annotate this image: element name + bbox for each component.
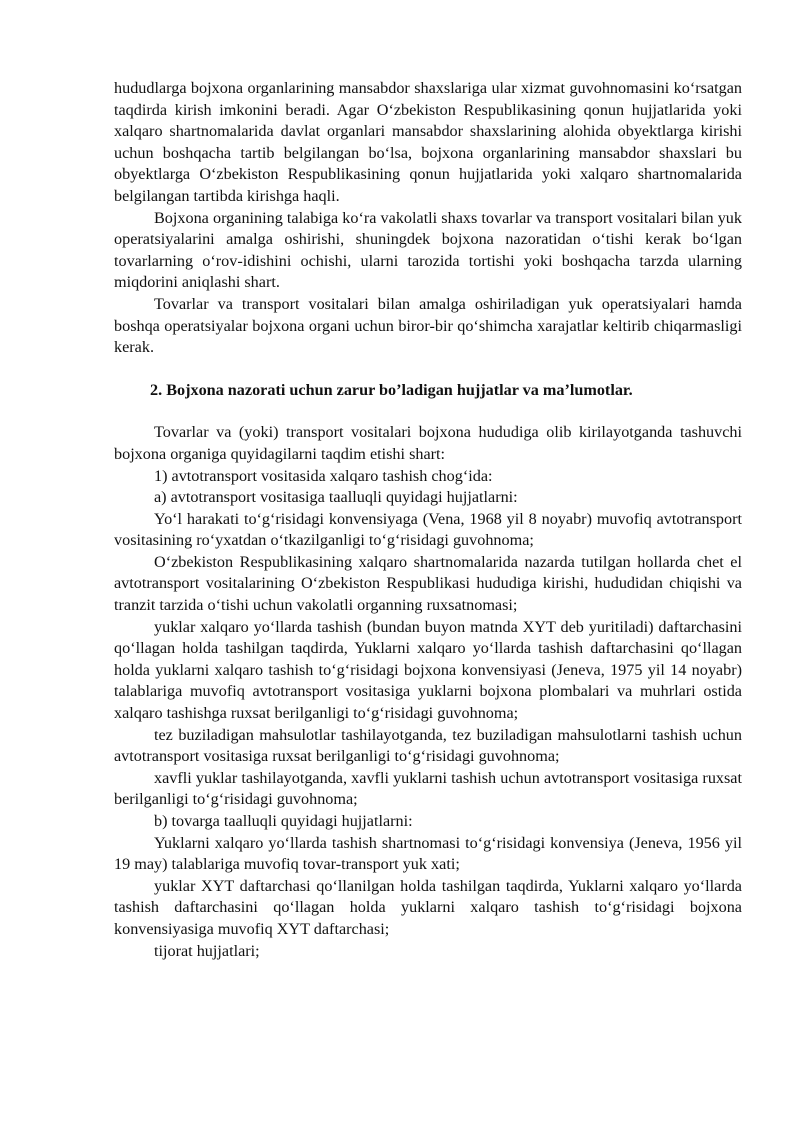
paragraph-12: tijorat hujjatlari; (154, 941, 260, 960)
paragraph-9: xavfli yuklar tashilayotganda, xavfli yuklarni tashish uchun avtotransport vositasiga ruxsat berilganligi toʻgʻrisidagi guvohnoma; (114, 768, 742, 809)
paragraph-2: Bojxona organining talabiga koʻra vakolatli shaxs tovarlar va transport vositalari bilan yuk operatsiyalarini amalga oshirishi, shuningdek bojxona nazoratidan oʻtishi kerak boʻlgan tovarlarning oʻrov-idishini ochishi, ularni tarozida tortishi yoki boshqacha tarzda ularning miqdorini aniqlashi shart. (114, 208, 742, 292)
paragraph-5: Yoʻl harakati toʻgʻrisidagi konvensiyaga (Vena, 1968 yil 8 noyabr) muvofiq avtotransport vositasining roʻyxatdan oʻtkazilganligi toʻgʻrisidagi guvohnoma; (114, 509, 742, 550)
paragraph-1: hududlarga bojxona organlarining mansabdor shaxslariga ular xizmat guvohnomasini koʻrsatgan taqdirda kirish imkonini beradi. Agar Oʻzbekiston Respublikasining qonun hujjatlarida yoki xalqaro shartnomalarida davlat organlari mansabdor shaxslarining alohida obyektlarga kirishi uchun boshqacha tartib belgilangan boʻlsa, bojxona organlarining mansabdor shaxslari bu obyektlarga Oʻzbekiston Respublikasining qonun hujjatlarida yoki xalqaro shartnomalarida belgilangan tartibda kirishga haqli. (114, 79, 742, 205)
list-item-b: b) tovarga taalluqli quyidagi hujjatlarni: (154, 812, 413, 830)
document-page (114, 78, 742, 962)
paragraph-10: Yuklarni xalqaro yoʻllarda tashish shartnomasi toʻgʻrisidagi konvensiya (Jeneva, 1956 yil 19 may) talablariga muvofiq tovar-transport yuk xati; (114, 833, 742, 874)
list-item-1: 1) avtotransport vositasida xalqaro tashish chogʻida: (154, 466, 493, 485)
paragraph-11: yuklar XYT daftarchasi qoʻllanilgan holda tashilgan taqdirda, Yuklarni xalqaro yoʻllarda tashish daftarchasini qoʻllagan holda yuklarni xalqaro tashish toʻgʻrisidagi bojxona konvensiyasiga muvofiq XYT daftarchasi; (114, 876, 742, 938)
section-heading: 2. Bojxona nazorati uchun zarur boʼladigan hujjatlar va maʼlumotlar. (150, 380, 633, 399)
paragraph-7: yuklar xalqaro yoʻllarda tashish (bundan buyon matnda XYT deb yuritiladi) daftarchasini qoʻllagan holda tashilgan taqdirda, Yuklarni xalqaro yoʻllarda tashish daftarchasini qoʻllagan holda yuklarni xalqaro tashish toʻgʻrisidagi bojxona konvensiyasi (Jeneva, 1975 yil 14 noyabr) talablariga muvofiq avtotransport vositasiga yuklarni bojxona plombalari va muhrlari ostida xalqaro tashishga ruxsat berilganligi toʻgʻrisidagi guvohnoma; (114, 617, 742, 723)
list-item-a: a) avtotransport vositasiga taalluqli quyidagi hujjatlarni: (154, 488, 518, 507)
paragraph-6: Oʻzbekiston Respublikasining xalqaro shartnomalarida nazarda tutilgan hollarda chet el avtotransport vositalarining Oʻzbekiston Respublikasi hududiga kirishi, hududidan chiqishi va tranzit tarzida oʻtishi uchun vakolatli organning ruxsatnomasi; (114, 552, 742, 615)
paragraph-4: Tovarlar va (yoki) transport vositalari bojxona hududiga olib kirilayotganda tashuvchi bojxona organiga quyidagilarni taqdim etishi shart: (114, 423, 742, 463)
paragraph-3: Tovarlar va transport vositalari bilan amalga oshiriladigan yuk operatsiyalari hamda boshqa operatsiyalar bojxona organi uchun biror-bir qoʻshimcha xarajatlar keltirib chiqarmasligi kerak. (114, 294, 742, 357)
paragraph-8: tez buziladigan mahsulotlar tashilayotganda, tez buziladigan mahsulotlarni tashish uchun avtotransport vositasiga ruxsat berilganligi toʻgʻrisidagi guvohnoma; (114, 725, 742, 766)
